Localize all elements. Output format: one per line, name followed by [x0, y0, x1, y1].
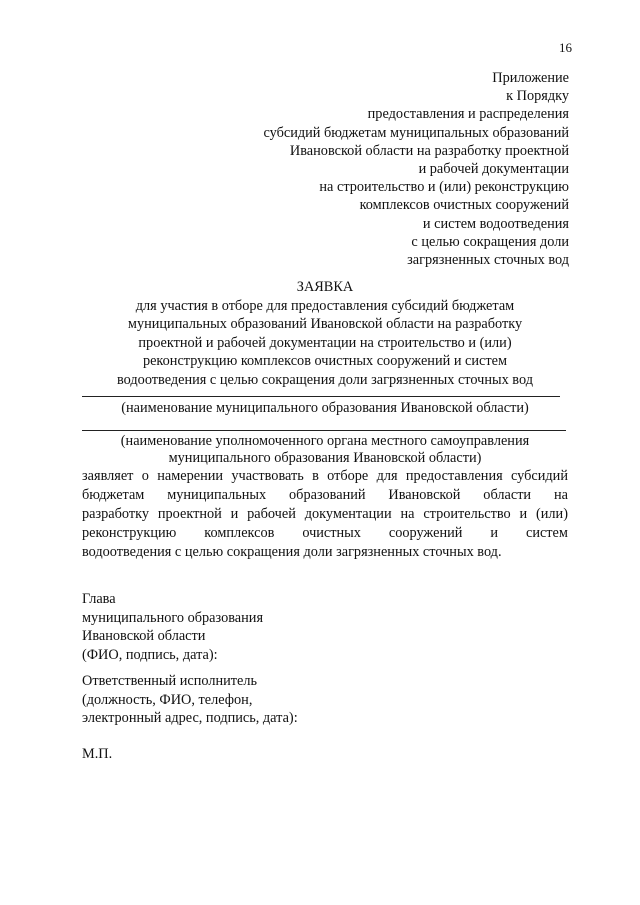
word: на — [553, 487, 568, 503]
word: участвовать — [231, 468, 304, 484]
municipality-name-caption: (наименование муниципального образования Ивановской области) — [121, 400, 529, 416]
word: на — [400, 506, 415, 522]
word: отборе — [327, 468, 369, 484]
word: образований — [289, 487, 366, 503]
document-title: ЗАЯВКА — [296, 279, 354, 295]
statement-line — [82, 467, 568, 486]
appendix-heading — [149, 69, 569, 269]
word: заявляет — [82, 468, 134, 484]
subtitle-line: проектной и рабочей документации на строительство и (или) — [138, 334, 512, 351]
word: строительство — [423, 506, 511, 522]
head-signature-block — [82, 590, 442, 664]
subtitle-line: для участия в отборе для предоставления субсидий бюджетам — [135, 297, 515, 314]
signature-label-line: Ивановской области — [82, 628, 206, 644]
page-number: 16 — [559, 40, 572, 55]
word: систем — [525, 525, 568, 541]
appendix-line: и систем водоотведения — [422, 215, 569, 232]
caption-line: (наименование уполномоченного органа местного самоуправления — [120, 433, 530, 449]
signature-label-line: (должность, ФИО, телефон, — [82, 691, 253, 708]
signature-label-line: Глава — [82, 591, 116, 607]
municipality-name-blank-line[interactable] — [82, 396, 560, 397]
signature-label-line: электронный адрес, подпись, дата): — [82, 710, 298, 726]
word: разработку — [82, 506, 150, 522]
word: в — [312, 468, 319, 484]
word: субсидий — [511, 468, 568, 484]
authority-name-caption — [82, 433, 568, 467]
application-statement — [82, 467, 568, 562]
subtitle-line: водоотведения с целью сокращения доли загрязненных сточных вод — [117, 371, 533, 388]
appendix-line: Приложение — [492, 70, 569, 86]
word: о — [141, 468, 149, 484]
appendix-line: и рабочей документации — [418, 161, 569, 178]
signature-label-line: (ФИО, подпись, дата): — [82, 646, 218, 663]
statement-line — [82, 524, 568, 543]
executor-signature-block — [82, 672, 442, 728]
statement-line — [82, 505, 568, 524]
word: документации — [304, 506, 392, 522]
subtitle-line: реконструкцию комплексов очистных сооружений и систем — [142, 353, 508, 369]
word: очистных — [302, 525, 361, 541]
appendix-line: с целью сокращения доли — [411, 233, 569, 250]
application-title-block — [82, 278, 568, 389]
word: и — [230, 506, 239, 522]
word: комплексов — [204, 525, 275, 541]
appendix-line: на строительство и (или) реконструкцию — [319, 179, 569, 196]
word: муниципальных — [167, 487, 267, 503]
appendix-line: Ивановской области на разработку проектной — [289, 142, 569, 159]
appendix-line: предоставления и распределения — [367, 106, 569, 123]
word: области — [483, 487, 532, 503]
caption-line: муниципального образования Ивановской области) — [168, 450, 482, 466]
word: предоставления — [405, 468, 503, 484]
subtitle-line: муниципальных образований Ивановской области на разработку — [127, 316, 523, 332]
word: намерении — [157, 468, 224, 484]
word: рабочей — [247, 506, 296, 522]
statement-line-last: водоотведения с целью сокращения доли загрязненных сточных вод. — [82, 544, 502, 560]
word: и — [490, 525, 499, 541]
appendix-line: субсидий бюджетам муниципальных образований — [263, 124, 569, 141]
signature-label-line: муниципального образования — [82, 609, 264, 626]
word: и — [519, 506, 528, 522]
authority-name-blank-line[interactable] — [82, 430, 566, 431]
statement-line — [82, 486, 568, 505]
signature-label-line: Ответственный исполнитель — [82, 673, 258, 689]
appendix-line: комплексов очистных сооружений — [359, 197, 569, 214]
word: реконструкцию — [82, 525, 177, 541]
word: Ивановской — [388, 487, 461, 503]
appendix-line: загрязненных сточных вод — [407, 252, 569, 269]
word: для — [376, 468, 398, 484]
appendix-line: к Порядку — [506, 88, 569, 105]
stamp-placeholder-label: М.П. — [82, 746, 113, 762]
word: проектной — [157, 506, 222, 522]
word: (или) — [536, 506, 568, 522]
word: сооружений — [388, 525, 463, 541]
word: бюджетам — [82, 487, 145, 503]
